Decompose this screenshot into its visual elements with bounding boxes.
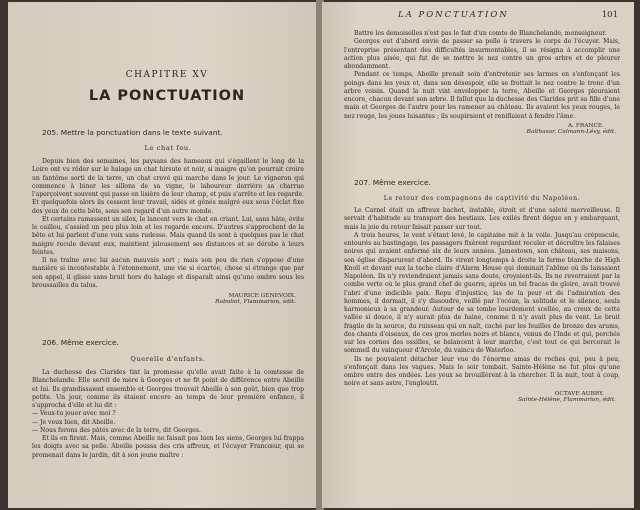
page-number: 101 bbox=[601, 10, 618, 20]
exercise-205-work-title: Raboliot, bbox=[215, 299, 242, 305]
exercise-207-heading: 207. Même exercice. bbox=[354, 178, 431, 187]
exercise-206-source: Balthasar, Calmann-Lévy, édit. bbox=[526, 128, 616, 135]
exercise-205-paragraph: Il ne traîne avec lui aucun mauvais sort ; mais son peu de rien s'oppose d'une manière si incontestable à l'étonnement, une vie si écartée, chose si étrange que par son appel, il glisse sans bruit hors du halage et disparaît ainsi qu'une ombre sous les broussailles du talus. bbox=[32, 257, 304, 289]
exercise-205-heading: 205. Mettre la ponctuation dans le texte suivant. bbox=[42, 128, 223, 137]
exercise-206 bbox=[32, 338, 304, 460]
exercise-205-paragraph: Et certains ramassent un silex, le lancent vers le chat en criant. Lui, sans hâte, évite le caillou, s'assied un peu plus loin et les regarde encore. D'autres s'approchent de la bête et lui parlent d'une voix sans rudesse. Mais quand ils sont à quelques pas le chat maigre recule devant eux, maintient jalousement ses distances et se dérobe à leurs feintes. bbox=[32, 215, 304, 256]
exercise-207-source: Sainte-Hélène, Flammarion, édit. bbox=[518, 396, 616, 403]
dialogue-line: — Nous ferons des pâtés avec de la terre, dit Georges. bbox=[32, 426, 201, 434]
exercise-205 bbox=[32, 128, 304, 305]
exercise-207-subtitle: Le retour des compagnons de captivité du Napoléon. bbox=[383, 195, 581, 202]
exercise-207-paragraph: Le Carnel était un affreux bachot, instable, étroit et d'une saleté merveilleuse. Il servait d'habitude au transport des bestiaux. Les exilés firent dégue en y embarquant, mais la joie du retour faisait passer sur tout. bbox=[344, 207, 620, 231]
dialogue-line: — Veux-tu jouer avec moi ? bbox=[32, 410, 116, 418]
exercise-206-paragraph: Et ils en firent. Mais, comme Abeille ne faisait pas bien les siens, Georges lui frappa les doigts avec sa pelle. Abeille poussa des cris affreux, et l'écuyer Francœur, qui se promenait dans le jardin, dit à son jeune maître : bbox=[32, 435, 304, 459]
continued-paragraph: Pendant ce temps, Abeille prenait soin d'entretenir ses larmes en s'enfonçant les poings dans les yeux et, dans son désespoir, elle se frottait le nez contre le tronc d'un arbre voisin. Quand la nuit vint envelopper la terre, Abeille et Georges pleuraient encore, chacun devant son arbre. Il fallut que la duchesse des Clarides prit sa fille d'une main et Georges de l'autre pour les ramener au château. Ils avaient les yeux rouges, le nez rouge, les joues luisantes ; ils soupiraient et reniflaient à fendre l'âme. bbox=[344, 71, 620, 120]
continued-paragraph: Battre les demoiselles n'est pas le fait d'un comte de Blanchelande, monseigneur. bbox=[354, 30, 607, 37]
exercise-207-paragraph: Ils ne pouvaient détacher leur vue de l'énorme amas de roches qui, peu à peu, s'enfonçait dans les vagues. Mais le soir tombait. Sainte-Hélène ne fut plus qu'une ombre entre des ondées. Les yeux se brouillèrent à la chercher. Il la nuit, tout à coup, noire et sans astre, l'engloutit. bbox=[344, 355, 620, 388]
chapter-title: LA PONCTUATION bbox=[88, 88, 246, 104]
continued-paragraph: Georges eut d'abord envie de passer sa pelle à travers le corps de l'écuyer. Mais, l'entreprise présentant des difficultés insurmontables, il se résigna à accomplir une action plus aisée, qui fut de se mettre le nez contre un gros arbre et de pleurer abondamment. bbox=[344, 38, 620, 70]
chapter-heading bbox=[32, 70, 302, 104]
exercise-207-author: OCTAVE AUBRY. bbox=[554, 390, 604, 397]
running-header bbox=[378, 10, 618, 24]
right-page bbox=[322, 2, 634, 508]
exercise-205-source bbox=[32, 299, 304, 305]
exercise-206-continued bbox=[344, 30, 620, 135]
exercise-205-subtitle: Le chat fou. bbox=[144, 144, 192, 152]
exercise-205-publisher: Flammarion, édit. bbox=[243, 299, 296, 305]
exercise-207 bbox=[344, 178, 620, 403]
dialogue-line: — Je veux bien, dit Abeille. bbox=[32, 418, 116, 426]
exercise-206-paragraph: La duchesse des Clarides tint la promesse qu'elle avait faite à la comtesse de Blanchelande. Elle servit de mère à Georges et ne fit point de différence entre Abeille et lui. Ils grandissaient ensemble et Georges trouvait Abeille à son goût, bien que trop petite. Un jour, comme ils étaient encore au temps de leur première enfance, il s'approcha d'elle et lui dit : bbox=[32, 369, 304, 409]
exercise-206-author: A. FRANCE. bbox=[567, 122, 604, 129]
exercise-205-paragraph: Depuis bien des semaines, les paysans des hameaux qui s'égaillent le long de la Loire ont vu rôder sur le halage un chat hirsute et noir, si maigre qu'on pourrait croire un fantôme sorti de la terre, un chat crevé qui marche dans le jour. Le vigneron qui commence à biner les sillons de sa vigne, le laboureur derrière sa charrue l'aperçoivent souvent qui passe en lisière de leur champ, et puis s'arrête et les regarde. Et quelquefois alors ils cessent leur travail, sidés et gênés malgré eux sous l'éclat fixe des yeux de cette bête, sous son regard d'un autre monde. bbox=[32, 158, 304, 215]
chapter-number: CHAPITRE XV bbox=[125, 70, 209, 80]
exercise-206-heading: 206. Même exercice. bbox=[42, 338, 119, 347]
exercise-207-paragraph: A trois heures, le vent s'étant levé, le capitaine mit à la voile. Jusqu'au crépuscule, entourés au bastingage, les passagers fixèrent regardant reculer et décroître les falaises noires qui avaient enfermé six de leurs années. Jamestown, son château, ses maisons, son église disparurent d'abord. Ils virent longtemps à droite la ferme blanche de High Knoll et devant eux la tache claire d'Alarm House qui dominait l'abîme où ils laissaient Napoléon. Ils n'y reviendraient jamais sans doute, croyaient-ils. Ils ne reverraient par la combe verte où le plus grand chef de guerre, après un tel fracas de gloire, avait trouvé l'abri d'une indicible paix. Repu d'injustice, las de la peur et de l'admiration des hommes, il dormait, il s'y dissoudre, veillé par l'océan, la solitude et le silence, seuls harmonieux à sa grandeur. Autour de sa tombe lourdement scellée, au creux de cette vallée si douce, il n'y aurait plus de haine, comme il n'y avait plus de vent. Le bruit fragile de la source, du ruisseau qui en naît, caché par les feuilles de bronze des arums, des chants d'oiseaux, de ces gros merles noirs et blancs, venus de l'Inde et qui, perchés sur les cornes des ossilles, se balancent à leur marche, c'est tout ce qui bercerait le sommeil du vainqueur d'Arcole, du vaincu de Waterloo. bbox=[344, 231, 620, 355]
running-head-title: LA PONCTUATION bbox=[398, 10, 509, 20]
exercise-206-subtitle: Querelle d'enfants. bbox=[130, 355, 206, 363]
left-page bbox=[8, 2, 318, 508]
exercise-205-author: MAURICE GENEVOIX. bbox=[228, 293, 296, 299]
